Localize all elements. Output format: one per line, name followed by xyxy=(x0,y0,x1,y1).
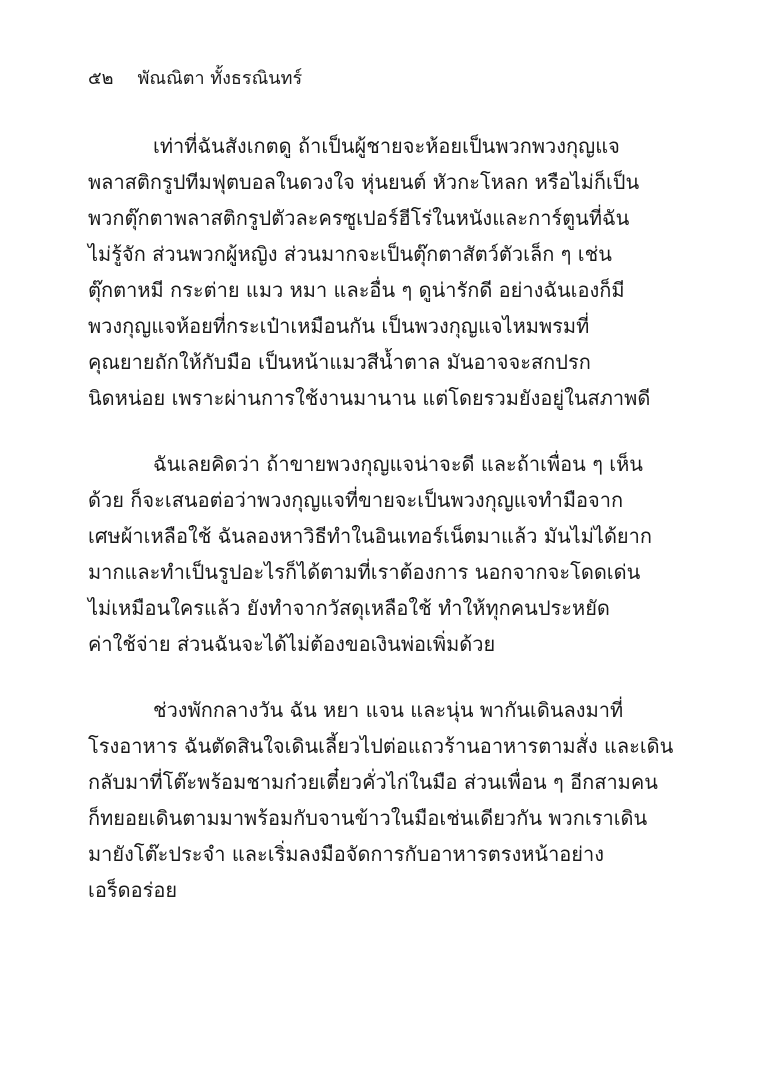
text-line: คุณยายถักให้กับมือ เป็นหน้าแมวสีน้ำตาล มันอาจจะสกปรก xyxy=(88,350,591,374)
text-line: ด้วย ก็จะเสนอต่อว่าพวงกุญแจที่ขายจะเป็นพวงกุญแจทำมือจาก xyxy=(88,488,624,512)
text-line: กลับมาที่โต๊ะพร้อมชามก๋วยเตี๋ยวคั่วไก่ในมือ ส่วนเพื่อน ๆ อีกสามคน xyxy=(88,770,658,794)
running-header xyxy=(88,66,302,92)
text-line: ตุ๊กตาหมี กระต่าย แมว หมา และอื่น ๆ ดูน่ารักดี อย่างฉันเองก็มี xyxy=(88,278,625,302)
text-line: เอร็ดอร่อย xyxy=(88,878,178,902)
page-number: ๕๒ xyxy=(88,68,114,89)
text-line: พวงกุญแจห้อยที่กระเป๋าเหมือนกัน เป็นพวงกุญแจไหมพรมที่ xyxy=(88,314,590,338)
paragraph-1 xyxy=(88,128,651,416)
text-line: ช่วงพักกลางวัน ฉัน หยา แจน และนุ่น พากันเดินลงมาที่ xyxy=(153,698,624,722)
text-line: เท่าที่ฉันสังเกตดู ถ้าเป็นผู้ชายจะห้อยเป็นพวกพวงกุญแจ xyxy=(153,134,620,158)
paragraph-spacer xyxy=(88,416,608,446)
text-line: มายังโต๊ะประจำ และเริ่มลงมือจัดการกับอาหารตรงหน้าอย่าง xyxy=(88,842,605,866)
text-line: โรงอาหาร ฉันตัดสินใจเดินเลี้ยวไปต่อแถวร้านอาหารตามสั่ง และเดิน xyxy=(88,734,674,758)
text-line: พลาสติกรูปทีมฟุตบอลในดวงใจ หุ่นยนต์ หัวกะโหลก หรือไม่ก็เป็น xyxy=(88,170,640,194)
author-name: พัณณิตา ทั้งธรณินทร์ xyxy=(137,68,303,89)
paragraph-3 xyxy=(88,692,674,908)
text-line: ค่าใช้จ่าย ส่วนฉันจะได้ไม่ต้องขอเงินพ่อเพิ่มด้วย xyxy=(88,632,496,656)
paragraph-2 xyxy=(88,446,652,662)
paragraph-spacer xyxy=(88,662,608,692)
body-text xyxy=(88,128,674,908)
text-line: ก็ทยอยเดินตามมาพร้อมกับจานข้าวในมือเช่นเดียวกัน พวกเราเดิน xyxy=(88,806,648,830)
text-line: นิดหน่อย เพราะผ่านการใช้งานมานาน แต่โดยรวมยังอยู่ในสภาพดี xyxy=(88,386,651,410)
text-line: ฉันเลยคิดว่า ถ้าขายพวงกุญแจน่าจะดี และถ้าเพื่อน ๆ เห็น xyxy=(153,452,643,476)
text-line: เศษผ้าเหลือใช้ ฉันลองหาวิธีทำในอินเทอร์เน็ตมาแล้ว มันไม่ได้ยาก xyxy=(88,524,652,548)
text-line: ไม่เหมือนใครแล้ว ยังทำจากวัสดุเหลือใช้ ทำให้ทุกคนประหยัด xyxy=(88,596,610,620)
text-line: ไม่รู้จัก ส่วนพวกผู้หญิง ส่วนมากจะเป็นตุ๊กตาสัตว์ตัวเล็ก ๆ เช่น xyxy=(88,242,612,266)
text-line: พวกตุ๊กตาพลาสติกรูปตัวละครซูเปอร์ฮีโร่ในหนังและการ์ตูนที่ฉัน xyxy=(88,206,630,230)
text-line: มากและทำเป็นรูปอะไรก็ได้ตามที่เราต้องการ นอกจากจะโดดเด่น xyxy=(88,560,641,584)
